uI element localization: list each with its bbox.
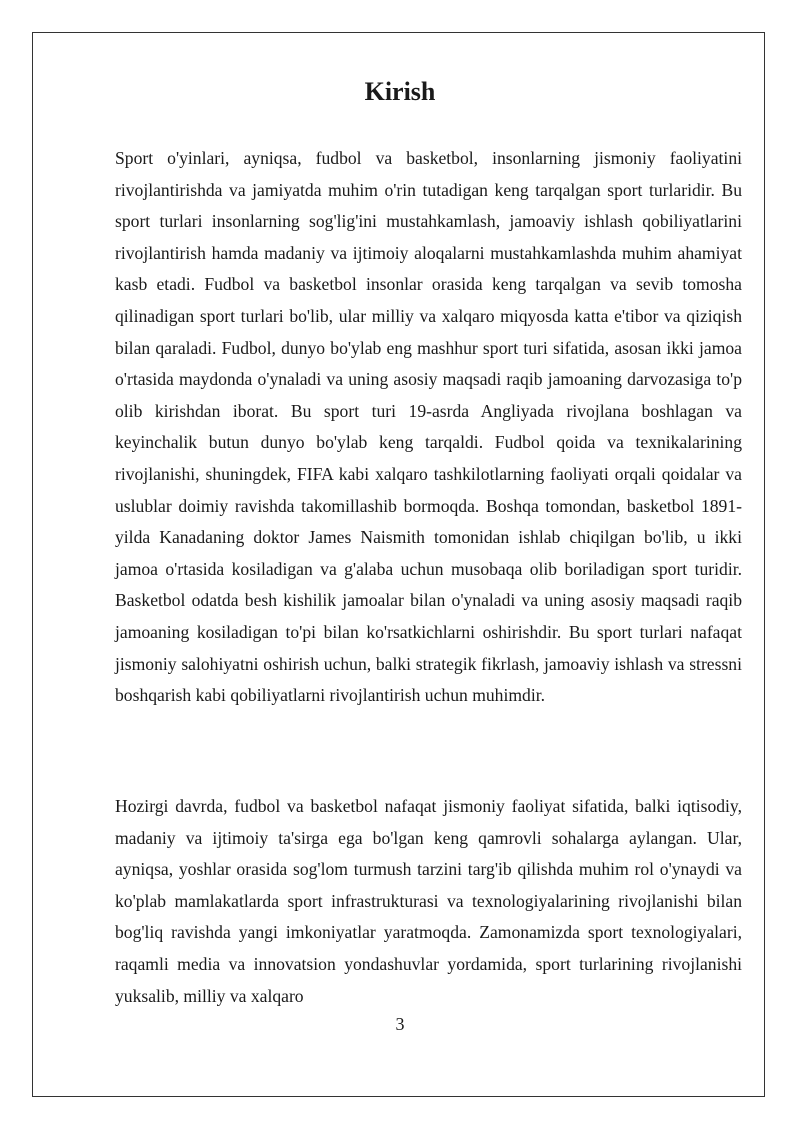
paragraph-introduction: Sport o'yinlari, ayniqsa, fudbol va basketbol, insonlarning jismoniy faoliyatini rivojlantirishda va jamiyatda muhim o'rin tutadigan keng tarqalgan sport turlaridir. Bu sport turlari insonlarning sog'lig'ini mustahkamlash, jamoaviy ishlash qobiliyatlarini rivojlantirish hamda madaniy va ijtimoiy aloqalarni mustahkamlashda muhim ahamiyat kasb etadi. Fudbol va basketbol insonlar orasida keng tarqalgan va sevib tomosha qilinadigan sport turlari bo'lib, ular milliy va xalqaro miqyosda katta e'tibor va qiziqish bilan qaraladi. Fudbol, dunyo bo'ylab eng mashhur sport turi sifatida, asosan ikki jamoa o'rtasida maydonda o'ynaladi va uning asosiy maqsadi raqib jamoaning darvozasiga to'p olib kirishdan iborat. Bu sport turi 19-asrda Angliyada rivojlana boshlagan va keyinchalik butun dunyo bo'ylab keng tarqaldi. Fudbol qoida va texnikalarining rivojlanishi, shuningdek, FIFA kabi xalqaro tashkilotlarning faoliyati orqali qoidalar va uslublar doimiy ravishda takomillashib bormoqda. Boshqa tomondan, basketbol 1891-yilda Kanadaning doktor James Naismith tomonidan ishlab chiqilgan bo'lib, u ikki jamoa o'rtasida kosiladigan va g'alaba uchun musobaqa olib boriladigan sport turidir. Basketbol odatda besh kishilik jamoalar bilan o'ynaladi va uning asosiy maqsadi raqib jamoaning kosiladigan to'pi bilan ko'rsatkichlarni oshirishdir. Bu sport turlari nafaqat jismoniy salohiyatni oshirish uchun, balki strategik fikrlash, jamoaviy ishlash va stressni boshqarish kabi qobiliyatlarni rivojlantirish uchun muhimdir. <box>115 148 742 706</box>
page-number: 3 <box>395 1014 405 1034</box>
section-title: Kirish <box>364 77 436 106</box>
paragraph-modern-era: Hozirgi davrda, fudbol va basketbol nafaqat jismoniy faoliyat sifatida, balki iqtisodiy, madaniy va ijtimoiy ta'sirga ega bo'lgan keng qamrovli sohalarga aylangan. Ular, ayniqsa, yoshlar orasida sog'lom turmush tarzini targ'ib qilishda muhim rol o'ynaydi va ko'plab mamlakatlarda sport infrastrukturasi va texnologiyalarining rivojlanishi bilan bog'liq ravishda yangi imkoniyatlar yaratmoqda. Zamonamizda sport texnologiyalari, raqamli media va innovatsion yondashuvlar yordamida, sport turlarining rivojlanishi yuksalib, milliy va xalqaro <box>115 796 742 1006</box>
